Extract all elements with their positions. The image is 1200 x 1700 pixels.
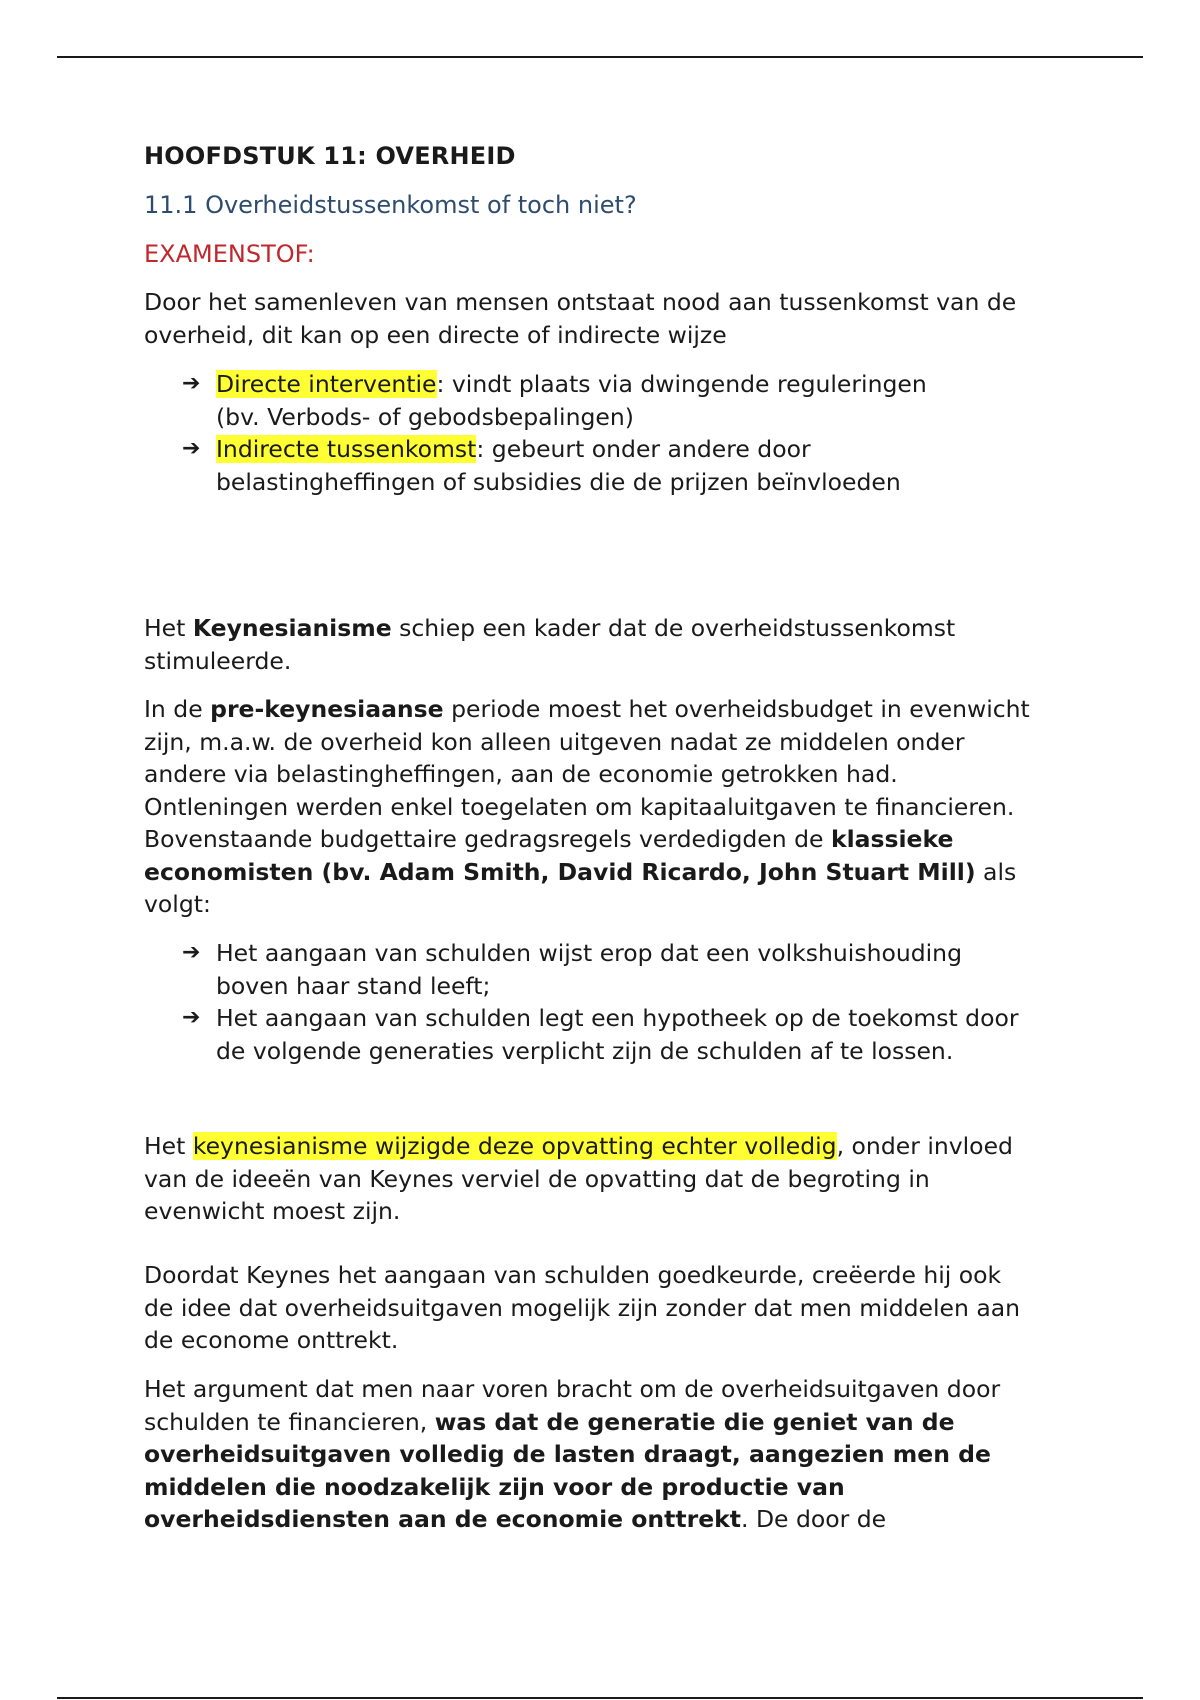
arrow-right-icon: ➔ — [182, 436, 201, 461]
intro-line: overheid, dit kan op een directe of indirecte wijze — [144, 320, 727, 349]
text-span: als — [975, 857, 1017, 886]
item-text: boven haar stand leeft; — [216, 971, 491, 1000]
highlighted-text: keynesianisme wijzigde deze opvatting echter volledig — [192, 1132, 837, 1160]
arrow-right-icon: ➔ — [182, 940, 201, 965]
text-span: , onder invloed — [836, 1132, 1013, 1160]
text-span: . De door de — [741, 1505, 887, 1533]
text-span: In de — [144, 695, 211, 723]
keynesianism-change-paragraph — [144, 1130, 1069, 1228]
item-text: belastingheffingen of subsidies die de prijzen beïnvloeden — [216, 467, 901, 496]
bold-text: middelen die noodzakelijk zijn voor de productie van — [144, 1472, 845, 1501]
intro-line: Door het samenleven van mensen ontstaat nood aan tussenkomst van de — [144, 288, 1017, 316]
keynesianism-paragraph — [144, 612, 1069, 677]
text-line: van de ideeën van Keynes verviel de opvatting dat de begroting in — [144, 1164, 930, 1193]
pre-keynesian-paragraph — [144, 693, 1069, 921]
argument-paragraph — [144, 1373, 1069, 1536]
section-title: 11.1 Overheidstussenkomst of toch niet? — [144, 191, 637, 219]
text-line: volgt: — [144, 890, 211, 918]
list-item — [144, 937, 1069, 1002]
item-text: : gebeurt onder andere door — [476, 435, 811, 463]
item-text: (bv. Verbods- of gebodsbepalingen) — [216, 402, 634, 431]
text-span: periode moest het overheidsbudget in evenwicht — [443, 695, 1030, 723]
bold-text: was dat de generatie die geniet van de — [434, 1407, 955, 1436]
intro-paragraph — [144, 286, 1069, 351]
text-line: zijn, m.a.w. de overheid kon alleen uitgeven nadat ze middelen onder — [144, 727, 965, 756]
debt-approval-paragraph — [144, 1259, 1069, 1357]
item-text: de volgende generaties verplicht zijn de schulden af te lossen. — [216, 1036, 954, 1065]
text-span: Het — [144, 614, 193, 642]
footer-rule — [57, 1697, 1143, 1699]
text-line: Doordat Keynes het aangaan van schulden goedkeurde, creëerde hij ook — [144, 1261, 1002, 1289]
text-span: schiep een kader dat de overheidstussenkomst — [391, 614, 956, 642]
bold-term: klassieke — [830, 825, 954, 853]
bold-text: overheidsuitgaven volledig de lasten draagt, aangezien men de — [144, 1440, 991, 1468]
text-span: Bovenstaande budgettaire gedragsregels verdedigden de — [144, 825, 831, 853]
text-line: andere via belastingheffingen, aan de economie getrokken had. — [144, 760, 898, 788]
bold-text: overheidsdiensten aan de economie onttrekt — [144, 1505, 741, 1533]
debt-points-list — [144, 937, 1069, 1067]
list-item — [144, 368, 1069, 433]
exam-label: EXAMENSTOF: — [144, 240, 315, 268]
list-item — [144, 1002, 1069, 1067]
list-item — [144, 433, 1069, 498]
text-line: evenwicht moest zijn. — [144, 1197, 401, 1225]
item-text: : vindt plaats via dwingende reguleringen — [436, 370, 927, 398]
text-line: de idee dat overheidsuitgaven mogelijk zijn zonder dat men middelen aan — [144, 1293, 1021, 1322]
text-span: Het — [144, 1132, 193, 1160]
text-line: Het argument dat men naar voren bracht om de overheidsuitgaven door — [144, 1375, 1001, 1403]
arrow-right-icon: ➔ — [182, 371, 201, 396]
item-text: Het aangaan van schulden legt een hypotheek op de toekomst door — [216, 1004, 1019, 1032]
text-span: schulden te financieren, — [144, 1407, 435, 1436]
highlighted-term: Directe interventie — [216, 370, 437, 398]
interventions-list — [144, 368, 1069, 498]
text-line: Ontleningen werden enkel toegelaten om kapitaaluitgaven te financieren. — [144, 792, 1015, 821]
arrow-right-icon: ➔ — [182, 1005, 201, 1030]
text-line: de econome onttrekt. — [144, 1326, 399, 1354]
highlighted-term: Indirecte tussenkomst — [216, 435, 477, 463]
bold-term: Keynesianisme — [192, 614, 392, 642]
bold-term: pre-keynesiaanse — [210, 695, 444, 723]
text-line: stimuleerde. — [144, 646, 292, 675]
item-text: Het aangaan van schulden wijst erop dat een volkshuishouding — [216, 939, 962, 967]
header-rule — [57, 56, 1143, 58]
chapter-title: HOOFDSTUK 11: OVERHEID — [144, 142, 516, 170]
bold-term: economisten (bv. Adam Smith, David Ricardo, John Stuart Mill) — [144, 857, 976, 886]
